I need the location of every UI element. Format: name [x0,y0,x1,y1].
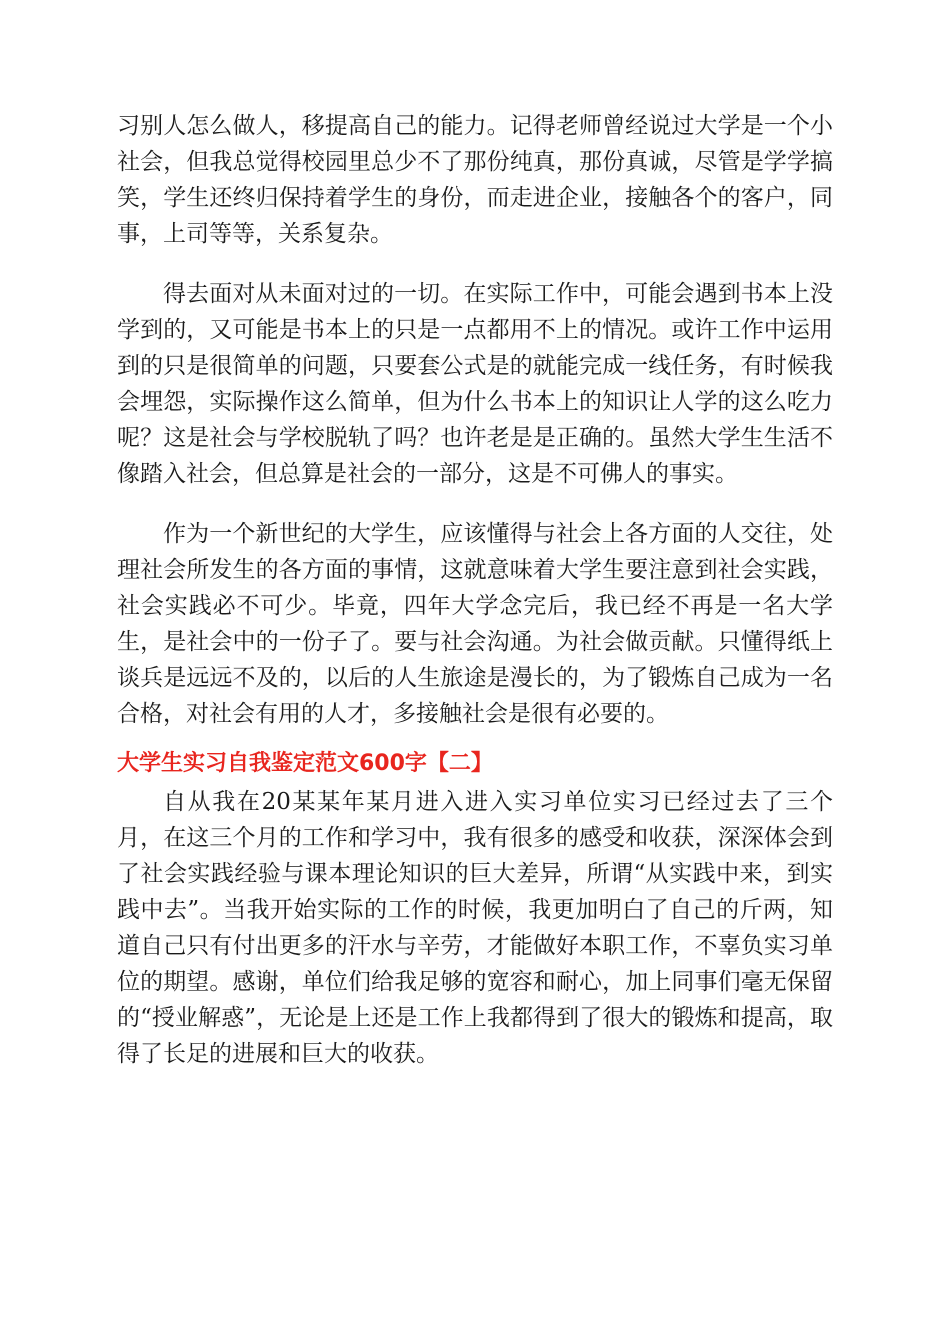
paragraph-3: 作为一个新世纪的大学生，应该懂得与社会上各方面的人交往，处理社会所发生的各方面的事情，这就意味着大学生要注意到社会实践，社会实践必不可少。毕竟，四年大学念完后，我已经不再是一名大学生，是社会中的一份子了。要与社会沟通。为社会做贡献。只懂得纸上谈兵是远远不及的，以后的人生旅途是漫长的，为了锻炼自己成为一名合格，对社会有用的人才，多接触社会是很有必要的。 [117,521,833,727]
document-body [117,108,833,1072]
paragraph-1: 习别人怎么做人，移提高自己的能力。记得老师曾经说过大学是一个小社会，但我总觉得校园里总少不了那份纯真，那份真诚，尽管是学学搞笑，学生还终归保持着学生的身份，而走进企业，接触各个的客户，同事，上司等等，关系复杂。 [117,113,833,247]
section-heading: 大学生实习自我鉴定范文600字【二】 [117,751,493,776]
section-paragraph: 自从我在20某某年某月进入进入实习单位实习已经过去了三个月，在这三个月的工作和学习中，我有很多的感受和收获，深深体会到了社会实践经验与课本理论知识的巨大差异，所谓“从实践中来，到实践中去”。当我开始实际的工作的时候，我更加明白了自己的斤两，知道自己只有付出更多的汗水与辛劳，才能做好本职工作，不辜负实习单位的期望。感谢，单位们给我足够的宽容和耐心，加上同事们毫无保留的“授业解惑”，无论是上还是工作上我都得到了很大的锻炼和提高，取得了长足的进展和巨大的收获。 [117,789,833,1067]
paragraph-2: 得去面对从未面对过的一切。在实际工作中，可能会遇到书本上没学到的，又可能是书本上的只是一点都用不上的情况。或许工作中运用到的只是很简单的问题，只要套公式是的就能完成一线任务，有时候我会埋怨，实际操作这么简单，但为什么书本上的知识让人学的这么吃力呢？这是社会与学校脱轨了吗？也许老是是正确的。虽然大学生生活不像踏入社会，但总算是社会的一部分，这是不可佛人的事实。 [117,281,833,487]
